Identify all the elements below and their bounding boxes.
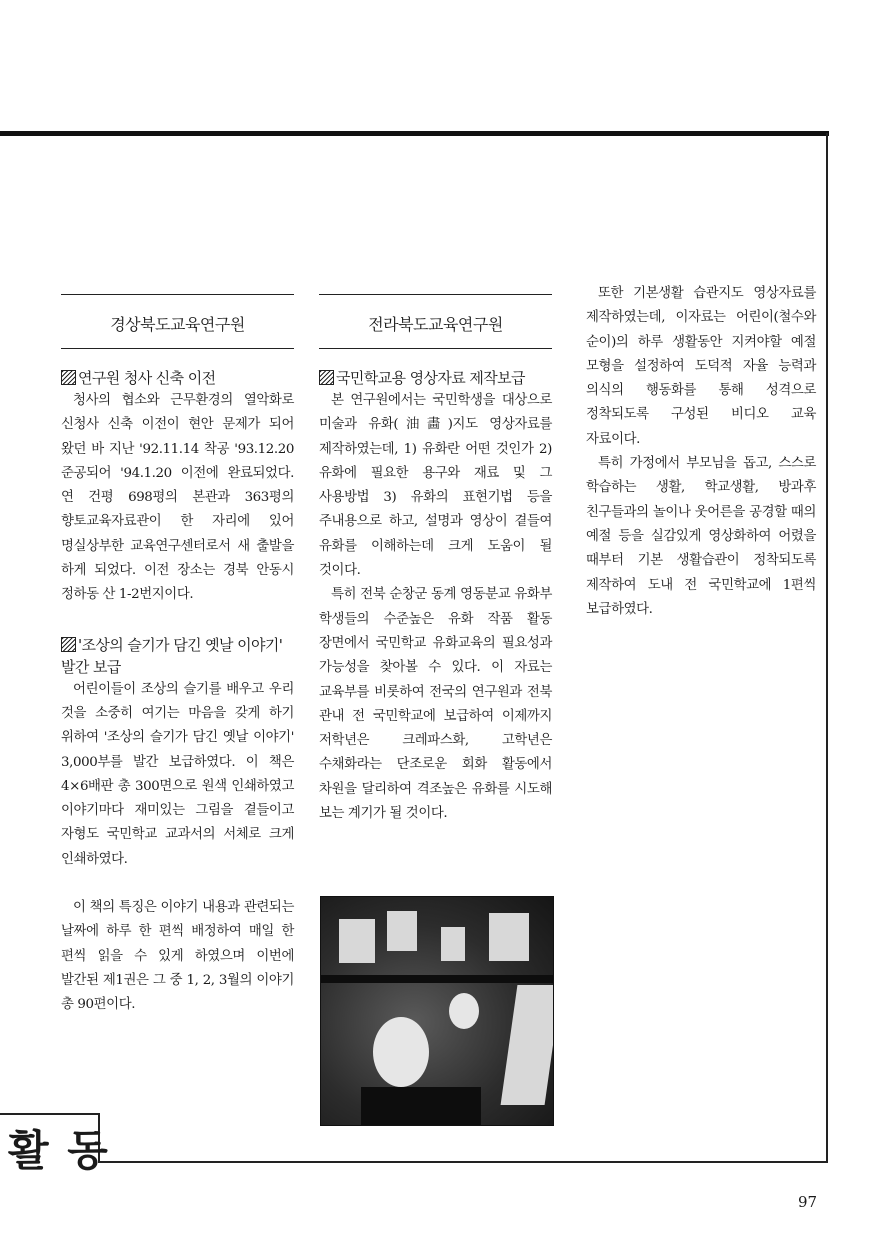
section-title-text: 연구원 청사 신축 이전 bbox=[78, 369, 216, 387]
body-paragraph: 특히 전북 순창군 동계 영동분교 유화부 학생들의 수준높은 유화 작품 활동 장면에서 국민학교 유화교육의 필요성과 가능성을 찾아볼 수 있다. 이 자료는 교육부를 비롯하여 전국의 연구원과 전북 관내 전 국민학교에 보급하여 이제까지 저학년은 크레파스화, 고학년은 수채화라는 단조로운 회화 활동에서 차원을 달리하여 격조높은 유화를 시도해 보는 계기가 될 것이다. bbox=[319, 587, 552, 822]
page-number: 97 bbox=[798, 1193, 818, 1211]
hatched-square-icon bbox=[61, 370, 76, 385]
left-column bbox=[61, 280, 294, 1018]
body-paragraph: 어린이들이 조상의 슬기를 배우고 우리 것을 소중히 여기는 마음을 갖게 하기 위하여 '조상의 슬기가 담긴 옛날 이야기' 3,000부를 발간 보급하였다. 이 책은 4×6배판 총 300면으로 원색 인쇄하였고 이야기마다 재미있는 그림을 곁들이고 자형도 국민학교 교과서의 서체로 크게 인쇄하였다. bbox=[61, 681, 294, 867]
body-paragraph: 특히 가정에서 부모님을 돕고, 스스로 학습하는 생활, 학교생활, 방과후 친구들과의 놀이나 웃어른을 공경할 때의 예절 등을 실감있게 영상화하여 어렸을 때부터 기본 생활습관이 정착되도록 제작하여 도내 전 국민학교에 1편씩 보급하였다. bbox=[586, 456, 816, 617]
right-column bbox=[586, 282, 816, 622]
section-title-text: 국민학교용 영상자료 제작보급 bbox=[336, 369, 525, 387]
section-title bbox=[319, 367, 552, 389]
hatched-square-icon bbox=[319, 370, 334, 385]
top-rule bbox=[0, 131, 829, 136]
body-paragraph: 청사의 협소와 근무환경의 열악화로 신청사 신축 이전이 현안 문제가 되어 왔던 바 지난 '92.11.14 착공 '93.12.20 준공되어 '94.1.20 이전에 완료되었다. 연 건평 698평의 본관과 363평의 향토교육자료관이 한 자리에 있어 명실상부한 교육연구센터로서 새 출발을 하게 되었다. 이전 장소는 경북 안동시 정하동 산 1-2번지이다. bbox=[61, 393, 294, 603]
students-painting-photo bbox=[320, 896, 554, 1126]
body-paragraph: 이 책의 특징은 이야기 내용과 관련되는 날짜에 하루 한 편씩 배정하여 매일 한 편씩 읽을 수 있게 하였으며 이번에 발간된 제1권은 그 중 1, 2, 3월의 이야기 총 90편이다. bbox=[61, 900, 294, 1013]
bottom-rule bbox=[100, 1161, 828, 1163]
section-title bbox=[61, 634, 294, 678]
section-label: 활 동 bbox=[8, 1126, 110, 1175]
section-title-text: '조상의 슬기가 담긴 옛날 이야기' 발간 보급 bbox=[61, 635, 283, 676]
hatched-square-icon bbox=[61, 637, 76, 652]
institution-heading: 경상북도교육연구원 bbox=[61, 294, 294, 349]
middle-column bbox=[319, 280, 552, 826]
right-rule bbox=[826, 133, 828, 1163]
body-paragraph: 본 연구원에서는 국민학생을 대상으로 미술과 유화(油畵)지도 영상자료를 제작하였는데, 1) 유화란 어떤 것인가 2) 유화에 필요한 용구와 재료 및 그 사용방법 3) 유화의 표현기법 등을 주내용으로 하고, 설명과 영상이 곁들여 유화를 이해하는데 크게 도움이 될 것이다. bbox=[319, 393, 552, 579]
section-title bbox=[61, 367, 294, 389]
institution-heading: 전라북도교육연구원 bbox=[319, 294, 552, 349]
body-paragraph: 또한 기본생활 습관지도 영상자료를 제작하였는데, 이자료는 어린이(철수와 순이)의 하루 생활동안 지켜야할 예절 모형을 설정하여 도덕적 자율 능력과 의식의 행동화를 통해 성격으로 정착되도록 구성된 비디오 교육 자료이다. bbox=[586, 286, 816, 447]
